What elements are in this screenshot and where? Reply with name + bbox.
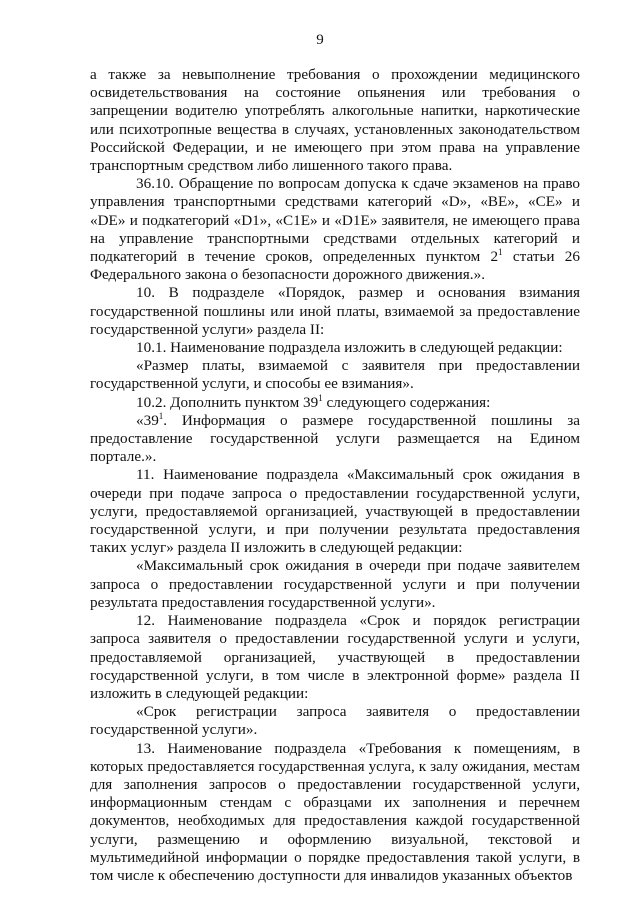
paragraph-text: 36.10. Обращение по вопросам допуска к сдаче экзаменов на право управления транспортными средствами категорий «D», «BE», «CE» и «DE» и подкатегорий «D1», «C1E» и «D1E» заявителя, не имеющего права на управление транспортными средствами отдельных категорий и подкатегорий в течение сроков, определенных пунктом 2: [90, 175, 580, 266]
paragraph-13: [90, 740, 580, 886]
paragraph-39-1: [90, 412, 580, 467]
paragraph-12: [90, 612, 580, 703]
paragraph-10-1: [90, 339, 580, 357]
paragraph-text: «39: [136, 411, 159, 429]
paragraph-10-2: [90, 394, 580, 412]
paragraph-36-10: [90, 175, 580, 284]
paragraph-11: [90, 466, 580, 557]
paragraph-12-quote: [90, 703, 580, 739]
paragraph-text: «Срок регистрации запроса заявителя о предоставлении государственной услуги».: [90, 703, 580, 739]
document-body: [90, 66, 580, 885]
paragraph-text: «Размер платы, взимаемой с заявителя при предоставлении государственной услуги, и способы ее взимания».: [90, 357, 580, 393]
paragraph-text: 10.1. Наименование подраздела изложить в следующей редакции:: [136, 339, 563, 357]
paragraph-tail: следующего содержания:: [322, 393, 491, 411]
superscript: 1: [318, 392, 323, 403]
paragraph-text: 10.2. Дополнить пунктом 39: [136, 393, 319, 411]
paragraph-10-1-quote: [90, 357, 580, 393]
paragraph-continuation: [90, 66, 580, 175]
paragraph-11-quote: [90, 557, 580, 612]
superscript: 1: [158, 410, 164, 421]
paragraph-text: а также за невыполнение требования о прохождении медицинского освидетельствования на состояние опьянения или требования о запрещении водителю употреблять алкогольные напитки, наркотические или психотропные вещества в случаях, установленных законодательством Российской Федерации, и не имеющего при этом права на управление транспортным средством либо лишенного такого права.: [90, 66, 580, 175]
paragraph-text: «Максимальный срок ожидания в очереди при подаче заявителем запроса о предоставлении государственной услуги и при получении результата предоставления государственной услуги».: [90, 557, 580, 611]
paragraph-tail: статьи 26 Федерального закона о безопасности дорожного движения.».: [90, 248, 580, 284]
paragraph-text: 11. Наименование подраздела «Максимальный срок ожидания в очереди при подаче запроса о предоставлении государственной услуги, услуги, предоставляемой организацией, участвующей в предоставлении государственной услуги, и при получении результата предоставления таких услуг» раздела II изложить в следующей редакции:: [90, 466, 580, 557]
paragraph-tail: . Информация о размере государственной пошлины за предоставление государственной услуги размещается на Едином портале.».: [90, 411, 580, 466]
page-number: 9: [316, 32, 324, 48]
paragraph-text: 10. В подразделе «Порядок, размер и основания взимания государственной пошлины или иной платы, взимаемой за предоставление государственной услуги» раздела II:: [90, 284, 580, 338]
superscript: 1: [498, 246, 503, 257]
paragraph-text: 13. Наименование подраздела «Требования к помещениям, в которых предоставляется государственная услуга, к залу ожидания, местам для заполнения запросов о предоставлении государственной услуги, информационным стендам с образцами их заполнения и перечнем документов, необходимых для предоставления каждой государственной услуги, размещению и оформлению визуальной, текстовой и мультимедийной информации о порядке предоставления такой услуги, в том числе к обеспечению доступности для инвалидов указанных объектов: [90, 739, 580, 884]
paragraph-10: [90, 284, 580, 339]
paragraph-text: 12. Наименование подраздела «Срок и порядок регистрации запроса заявителя о предоставлении государственной услуги и услуги, предоставляемой организацией, участвующей в предоставлении государственной услуги, в том числе в электронной форме» раздела II изложить в следующей редакции:: [90, 612, 580, 702]
